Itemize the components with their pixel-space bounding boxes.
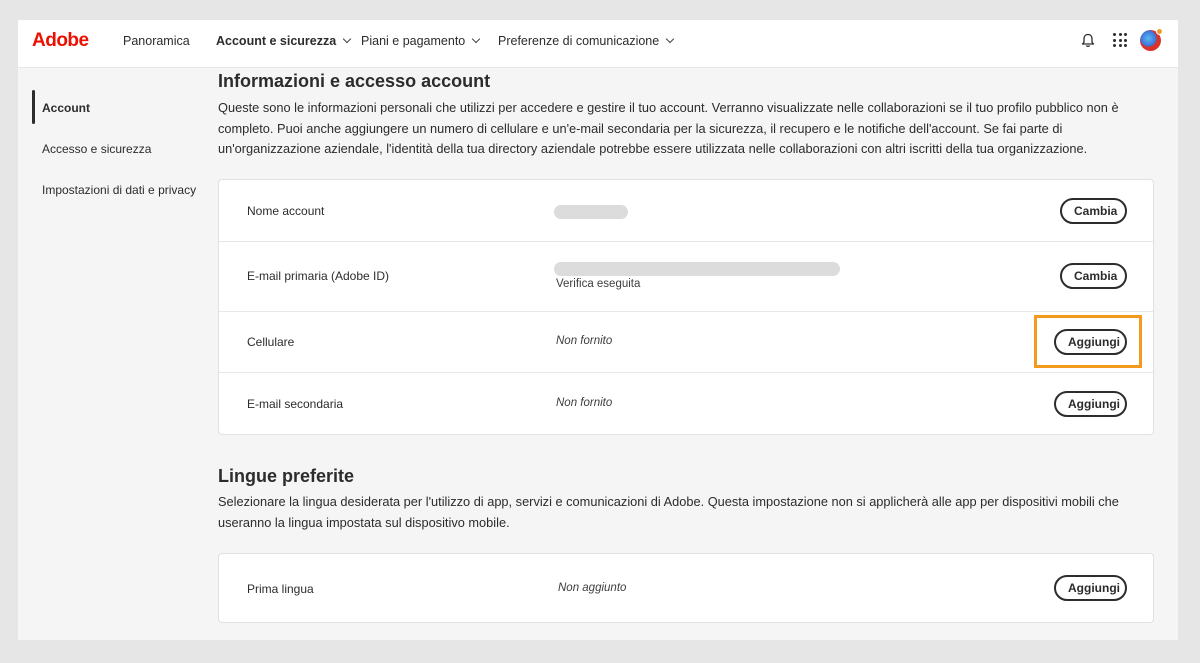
nav-piani-pagamento[interactable]: [361, 34, 479, 48]
notification-dot: [1156, 28, 1163, 35]
account-row-email-primaria: [219, 242, 1153, 312]
top-navigation: [18, 20, 1178, 68]
nav-account-sicurezza[interactable]: [216, 34, 350, 48]
adobe-logo[interactable]: Adobe: [32, 30, 89, 51]
bell-icon[interactable]: [1081, 33, 1095, 48]
sidebar-active-indicator: [32, 90, 35, 124]
section-description-lingue: Selezionare la lingua desiderata per l'utilizzo di app, servizi e comunicazioni di Adobe. Questa impostazione non si applicherà alle app per dispositivi mobili che useranno la lingua impostata sul dispositivo mobile.: [218, 494, 1119, 530]
nav-label: Preferenze di comunicazione: [498, 34, 660, 48]
nav-label: Panoramica: [123, 34, 190, 48]
account-row-email-secondaria: [219, 373, 1153, 435]
section-title-account: Informazioni e accesso account: [218, 71, 491, 91]
account-row-cellulare: [219, 312, 1153, 373]
cambia-nome-button[interactable]: Cambia: [1060, 198, 1127, 224]
row-label: E-mail primaria (Adobe ID): [247, 269, 390, 283]
chevron-down-icon: [343, 35, 351, 43]
redacted-value: [554, 262, 840, 276]
account-row-nome: [219, 180, 1153, 242]
nav-label: Piani e pagamento: [361, 34, 466, 48]
section-title-lingue: Lingue preferite: [218, 466, 355, 486]
apps-grid-icon[interactable]: [1113, 33, 1127, 47]
nav-panoramica[interactable]: [123, 34, 190, 48]
row-value: Non aggiunto: [558, 582, 627, 594]
account-info-card: [218, 179, 1154, 435]
row-label: Cellulare: [247, 335, 295, 349]
row-value: Non fornito: [556, 397, 613, 409]
chevron-down-icon: [472, 35, 480, 43]
aggiungi-lingua-button[interactable]: Aggiungi: [1054, 575, 1127, 601]
row-label: E-mail secondaria: [247, 397, 344, 411]
redacted-value: [554, 205, 628, 219]
nav-preferenze-comunicazione[interactable]: [498, 34, 673, 48]
sidebar-item-account[interactable]: Account: [42, 101, 90, 115]
verification-status: Verifica eseguita: [556, 278, 641, 290]
cambia-email-button[interactable]: Cambia: [1060, 263, 1127, 289]
row-label: Nome account: [247, 204, 325, 218]
callout-highlight-box: [1034, 315, 1142, 368]
aggiungi-cellulare-button[interactable]: Aggiungi: [1054, 329, 1127, 355]
sidebar-item-accesso-sicurezza[interactable]: Accesso e sicurezza: [42, 142, 152, 156]
language-row-prima: [219, 554, 1153, 622]
app-frame: [18, 20, 1178, 640]
language-card: [218, 553, 1154, 623]
chevron-down-icon: [666, 35, 674, 43]
section-description-account: Queste sono le informazioni personali che utilizzi per accedere e gestire il tuo account. Verranno visualizzate nelle collaborazioni se il tuo profilo pubblico non è completo. Puoi anche aggiungere un numero di cellulare e un'e-mail secondaria per la sicurezza, il recupero e le notifiche dell'account. Se fai parte di un'organizzazione aziendale, l'identità della tua directory aziendale potrebbe essere utilizzata nelle collaborazioni con altri iscritti della tua organizzazione.: [218, 100, 1119, 156]
row-value: Non fornito: [556, 335, 613, 347]
aggiungi-email-secondaria-button[interactable]: Aggiungi: [1054, 391, 1127, 417]
row-label: Prima lingua: [247, 582, 314, 596]
nav-label: Account e sicurezza: [216, 34, 337, 48]
sidebar-item-dati-privacy[interactable]: Impostazioni di dati e privacy: [42, 183, 197, 197]
